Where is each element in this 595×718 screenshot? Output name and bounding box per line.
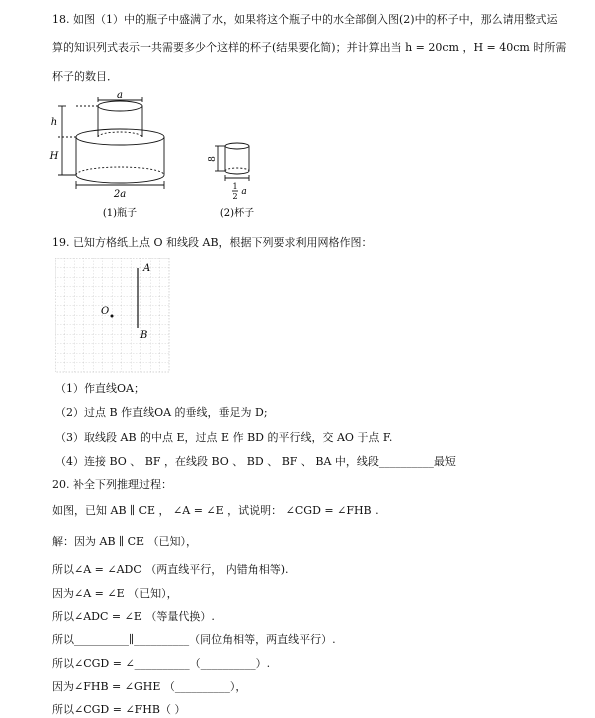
q18-line-1: 18. 如图（1）中的瓶子中盛满了水，如果将这个瓶子中的水全部倒入图(2)中的杯子中，那么请用整式运: [52, 13, 558, 26]
q20-step-5: 所以__________∥__________（同位角相等，两直线平行）.: [52, 633, 336, 646]
q19-item-4: （4）连接 BO 、 BF ，在线段 BO 、 BD 、 BF 、 BA 中，线段__________最短: [55, 455, 456, 468]
q18-line-2: 算的知识列式表示一共需要多少个这样的杯子(结果要化简)；并计算出当 h = 20cm ，H = 40cm 时所需: [52, 41, 567, 54]
bottle-diagram: [58, 97, 164, 189]
q20-step-6: 所以∠CGD = ∠__________（__________）.: [52, 657, 271, 670]
q20-step-3: 因为∠A = ∠E （已知），: [52, 587, 178, 600]
cup-label-half-den: 2: [232, 192, 238, 201]
q20-step-4: 所以∠ADC = ∠E （等量代换）.: [52, 610, 215, 623]
q20-title: 20. 补全下列推理过程：: [52, 478, 172, 491]
grid-label-A: A: [143, 263, 151, 274]
q18-line-3: 杯子的数目．: [52, 70, 118, 83]
q20-step-1: 解：因为 AB ∥ CE （已知），: [52, 535, 198, 548]
point-O: [111, 315, 114, 318]
bottle-label-a: a: [117, 90, 123, 101]
cup-caption: (2)杯子: [219, 208, 255, 219]
q20-step-8: 所以∠CGD = ∠FHB（ ）: [52, 703, 186, 716]
q20-step-2: 所以∠A = ∠ADC （两直线平行， 内错角相等).: [52, 563, 289, 576]
grid-label-B: B: [140, 330, 148, 341]
cup-label-a: a: [241, 187, 247, 197]
bottle-caption: (1)瓶子: [102, 208, 138, 219]
q19-item-3: （3）取线段 AB 的中点 E，过点 E 作 BD 的平行线，交 AO 于点 F.: [55, 431, 393, 444]
bottle-label-2a: 2a: [113, 189, 127, 200]
cup-label-half-num: 1: [232, 182, 238, 191]
q20-given: 如图，已知 AB ∥ CE ， ∠A = ∠E ，试说明： ∠CGD = ∠FHB .: [52, 504, 379, 517]
q19-title: 19. 已知方格纸上点 O 和线段 AB，根据下列要求利用网格作图：: [52, 236, 373, 249]
q19-item-2: （2）过点 B 作直线OA 的垂线，垂足为 D;: [55, 406, 268, 419]
q19-grid-figure: [55, 258, 171, 374]
grid-label-O: O: [101, 306, 110, 317]
bottle-label-H: H: [49, 151, 59, 162]
q20-step-7: 因为∠FHB = ∠GHE （__________），: [52, 680, 247, 693]
cup-label-8: 8: [208, 156, 218, 162]
q19-item-1: （1）作直线OA；: [55, 382, 145, 395]
q18-figure: [40, 88, 280, 228]
bottle-label-h: h: [50, 117, 58, 128]
